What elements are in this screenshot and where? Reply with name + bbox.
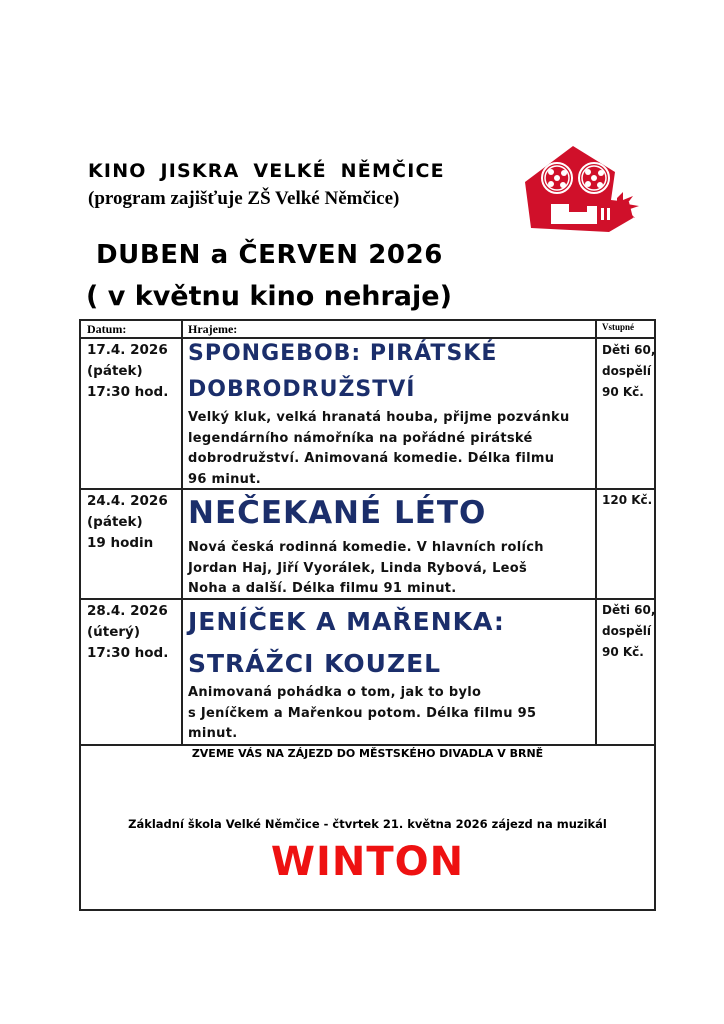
price-line: 90 Kč. [602, 645, 644, 659]
time: 17:30 hod. [87, 384, 169, 400]
description-line: s Jeníčkem a Mařenkou potom. Délka filmu 95 [188, 705, 537, 721]
description-line: legendárního námořníka na pořádné pirátské [188, 430, 533, 446]
description-line: Noha a další. Délka filmu 91 minut. [188, 581, 457, 596]
price [602, 340, 656, 403]
price-line: Děti 60, [602, 343, 656, 357]
film-description [188, 408, 593, 490]
description-line: dobrodružství. Animovaná komedie. Délka filmu [188, 451, 555, 466]
price [602, 490, 656, 511]
film-title: NEČEKANÉ LÉTO [188, 495, 487, 531]
price-line: 120 Kč. [602, 493, 653, 507]
header-date: Datum: [87, 322, 127, 336]
time: 19 hodin [87, 535, 154, 551]
price [602, 600, 656, 663]
film-title-line2: STRÁŽCI KOUZEL [188, 649, 442, 678]
description-line: Jordan Haj, Jiří Vyorálek, Linda Rybová, Leoš [188, 560, 528, 576]
description-line: Nová česká rodinná komedie. V hlavních rolích [188, 540, 544, 555]
price-line: Děti 60, [602, 603, 656, 617]
trip-detail: Základní škola Velké Němčice - čtvrtek 21. května 2026 zájezd na muzikál [128, 817, 607, 831]
day: (úterý) [87, 624, 141, 640]
table-row-date [87, 491, 168, 554]
day: (pátek) [87, 514, 143, 530]
price-line: dospělí [602, 624, 651, 638]
date: 24.4. 2026 [87, 493, 168, 509]
film-description [188, 538, 593, 600]
header-film: Hrajeme: [188, 322, 238, 336]
header-price: Vstupné [602, 322, 635, 332]
trip-headline: ZVEME VÁS NA ZÁJEZD DO MĚSTSKÉHO DIVADLA V BRNĚ [191, 747, 544, 760]
film-title-line2: DOBRODRUŽSTVÍ [188, 377, 416, 402]
program-table [79, 319, 656, 911]
program-months: DUBEN a ČERVEN 2026 [96, 240, 444, 270]
film-description [188, 683, 593, 745]
day: (pátek) [87, 363, 143, 379]
film-projector-icon [517, 140, 645, 236]
date: 17.4. 2026 [87, 342, 168, 358]
description-line: Velký kluk, velká hranatá houba, přijme pozvánku [188, 410, 570, 425]
description-line: minut. [188, 726, 238, 741]
table-row-date [87, 601, 168, 664]
time: 17:30 hod. [87, 645, 169, 661]
date: 28.4. 2026 [87, 603, 168, 619]
film-title: SPONGEBOB: PIRÁTSKÉ [188, 341, 498, 366]
column-divider [595, 321, 597, 744]
table-row-date [87, 340, 168, 403]
column-divider [181, 321, 183, 744]
row-divider [81, 337, 654, 339]
price-line: 90 Kč. [602, 385, 644, 399]
description-line: 96 minut. [188, 471, 261, 487]
film-title: JENÍČEK A MAŘENKA: [188, 607, 505, 636]
organizer-note: (program zajišťuje ZŠ Velké Němčice) [88, 188, 400, 209]
description-line: Animovaná pohádka o tom, jak to bylo [188, 685, 482, 700]
trip-show-title: WINTON [270, 839, 465, 885]
cinema-name: KINO JISKRA VELKÉ NĚMČICE [88, 160, 445, 182]
may-note: ( v květnu kino nehraje) [86, 281, 452, 312]
price-line: dospělí [602, 364, 651, 378]
